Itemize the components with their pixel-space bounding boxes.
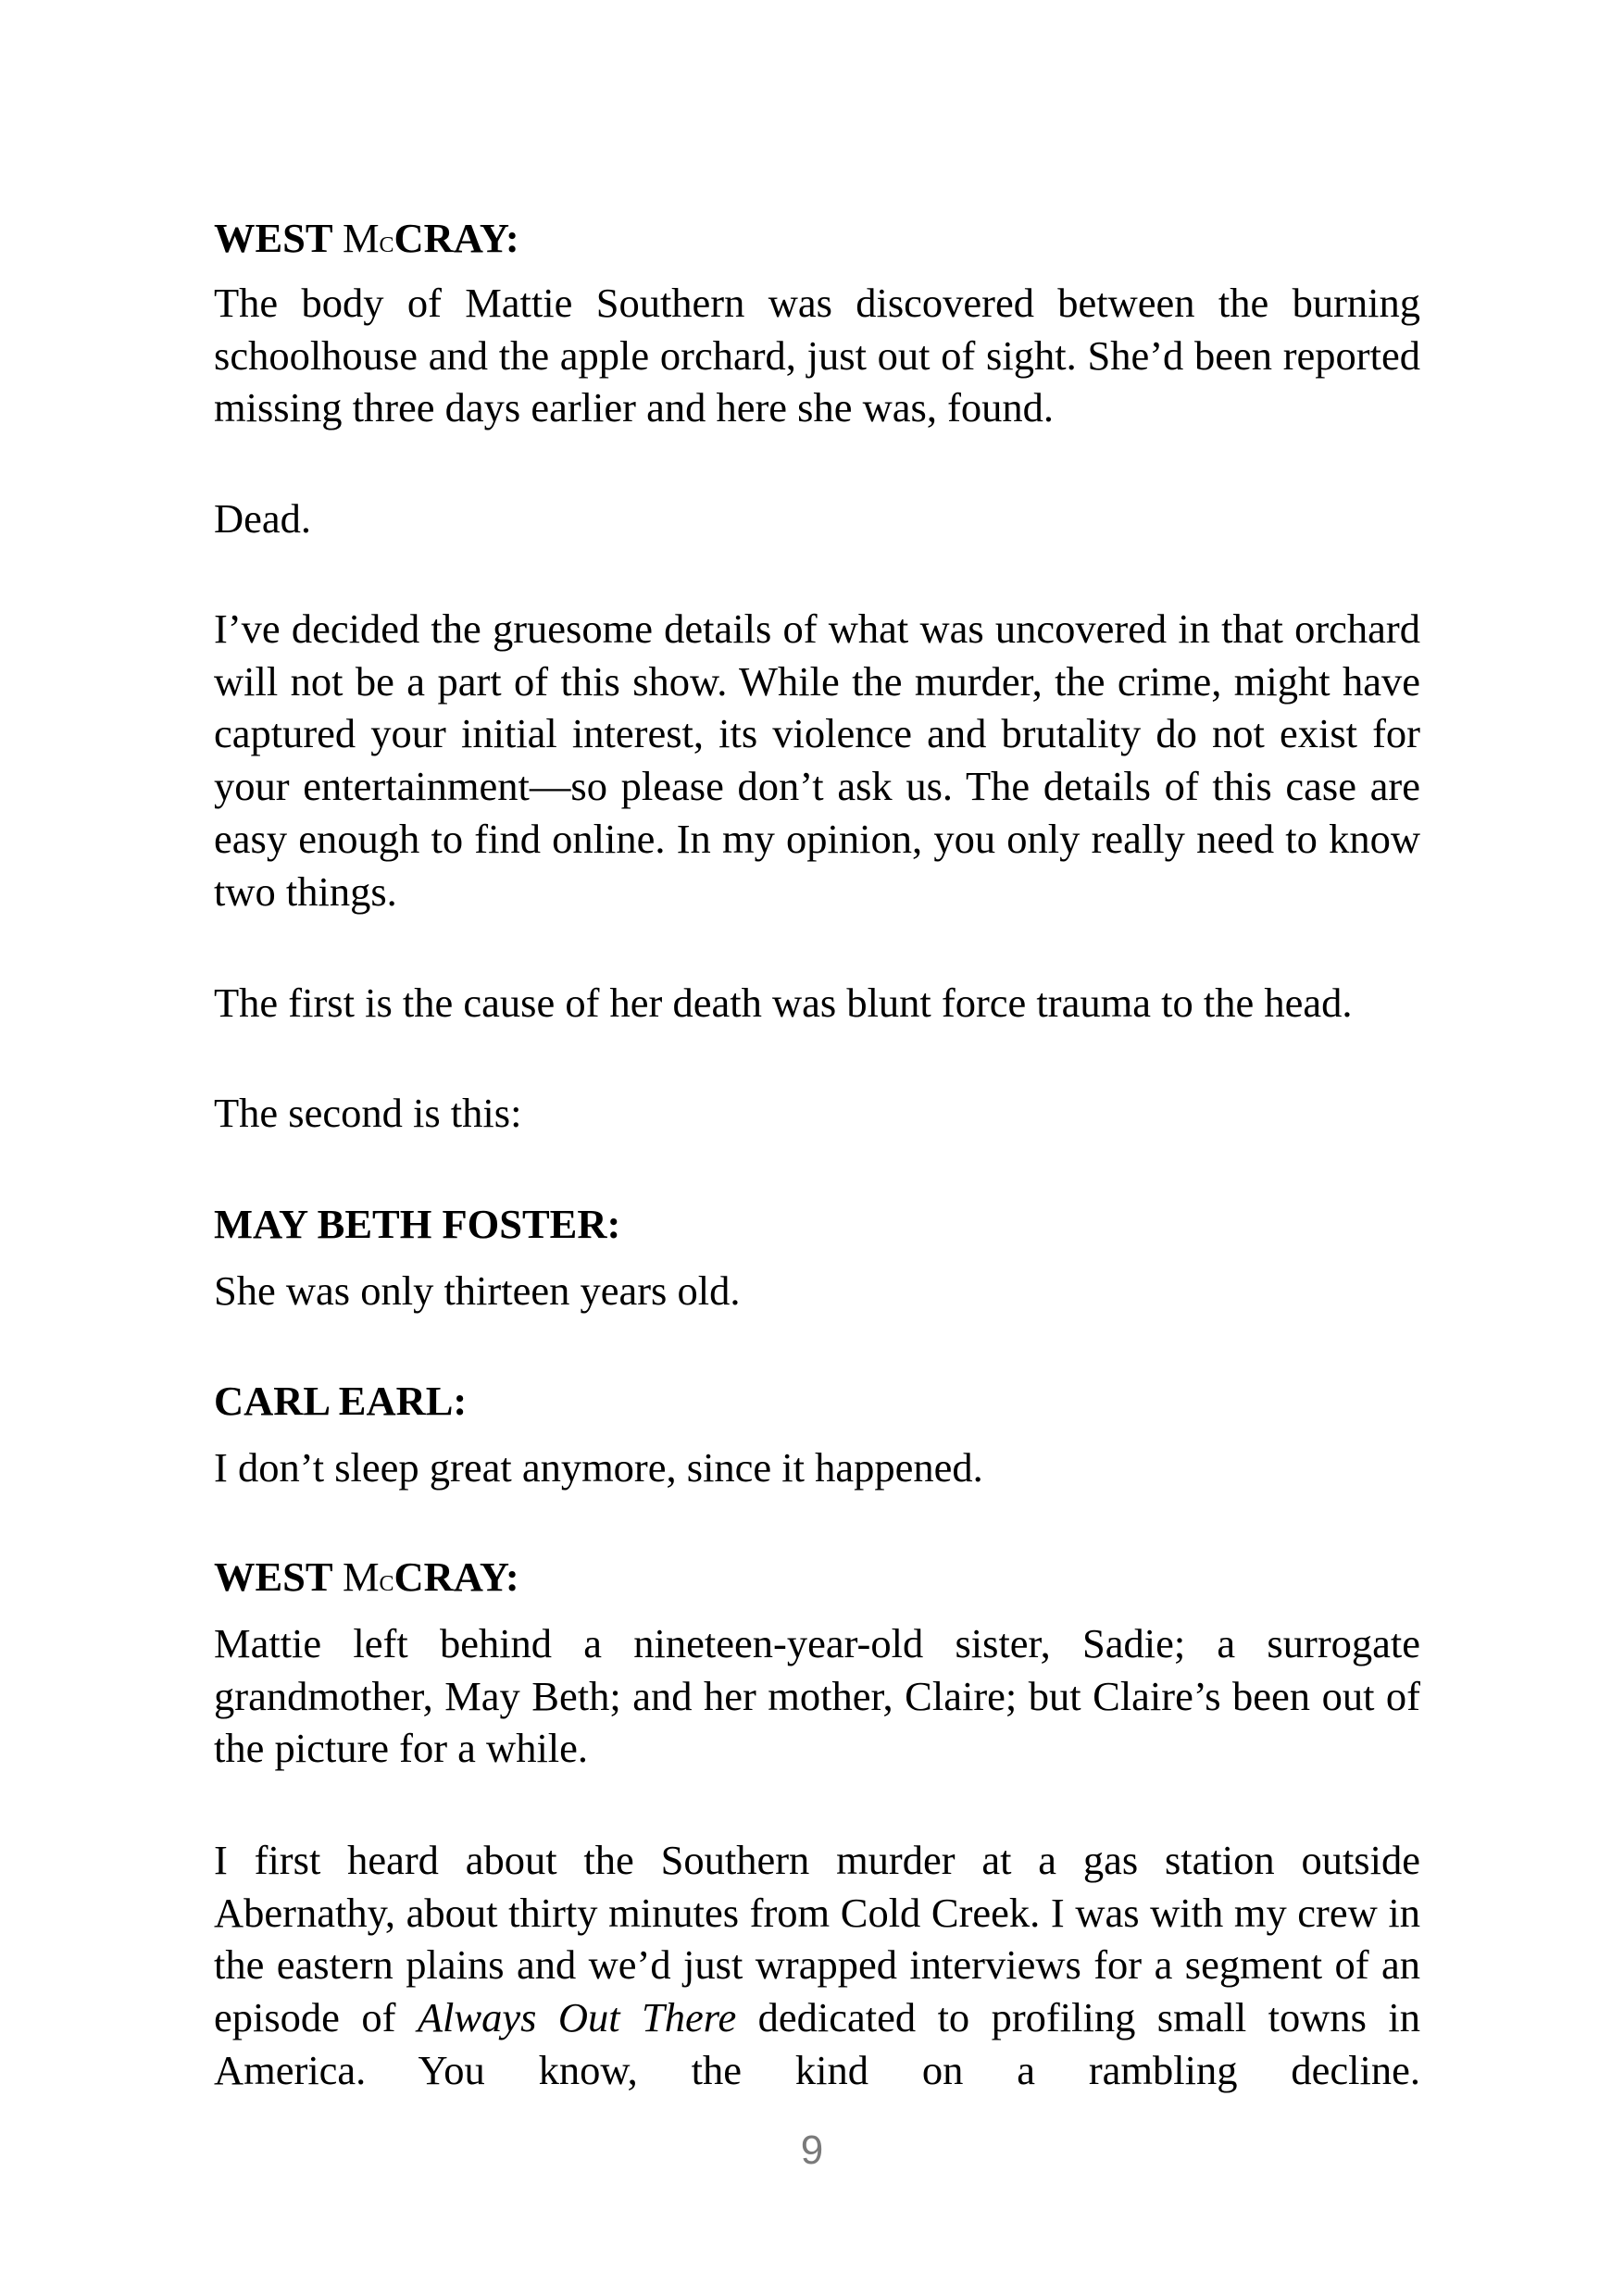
- mc-small-c: c: [379, 1562, 394, 1598]
- speaker-name-prefix: WEST: [214, 215, 343, 261]
- paragraph-text-after-italic: dedicated to profiling small towns in America. You know, the kind on a rambling decline.: [214, 1994, 1420, 2093]
- page-number: 9: [800, 2128, 824, 2173]
- paragraph-thirteen: She was only thirteen years old.: [214, 1267, 741, 1314]
- speaker-heading-carl-earl: CARL EARL:: [214, 1378, 468, 1424]
- speaker-heading-may-beth-foster: MAY BETH FOSTER:: [214, 1201, 621, 1247]
- mc-capital-m: M: [342, 215, 380, 261]
- paragraph-text-before-italic: I first heard about the Southern murder at a gas station outside Abernathy, about thirty minutes from Cold Creek. I was with my crew in the eastern plains and we’d just wrapped interviews for a segment of an episode of: [214, 1837, 1420, 2041]
- speaker-name-mc: [343, 215, 394, 261]
- mc-capital-m: M: [342, 1554, 380, 1600]
- speaker-heading-west-mccray: [214, 212, 1420, 268]
- speaker-name-prefix: WEST: [214, 1554, 343, 1600]
- speaker-heading-west-mccray-2: [214, 1551, 1420, 1607]
- paragraph-dead: Dead.: [214, 495, 312, 542]
- speaker-name-mc: [343, 1554, 394, 1600]
- speaker-name-suffix: CRAY:: [394, 215, 519, 261]
- paragraph-first-heard: [214, 1834, 1420, 2097]
- show-title-italic: Always Out There: [417, 1994, 737, 2041]
- paragraph-body-discovered: The body of Mattie Southern was discovered between the burning schoolhouse and the apple orchard, just out of sight. She’d been reported missing three days earlier and here she was, found.: [214, 280, 1420, 431]
- paragraph-first-thing: The first is the cause of her death was blunt force trauma to the head.: [214, 980, 1353, 1026]
- paragraph-second-thing: The second is this:: [214, 1090, 522, 1136]
- paragraph-mattie-left-behind: Mattie left behind a nineteen-year-old sister, Sadie; a surrogate grandmother, May Beth; and her mother, Claire; but Claire’s been out of the picture for a while.: [214, 1620, 1420, 1772]
- paragraph-gruesome-details: I’ve decided the gruesome details of what was uncovered in that orchard will not be a part of this show. While the murder, the crime, might have captured your initial interest, its violence and brutality do not exist for your entertainment—so please don’t ask us. The details of this case are easy enough to find online. In my opinion, you only really need to know two things.: [214, 605, 1420, 915]
- speaker-name-suffix: CRAY:: [394, 1554, 519, 1600]
- mc-small-c: c: [379, 223, 394, 259]
- paragraph-dont-sleep: I don’t sleep great anymore, since it happened.: [214, 1444, 983, 1491]
